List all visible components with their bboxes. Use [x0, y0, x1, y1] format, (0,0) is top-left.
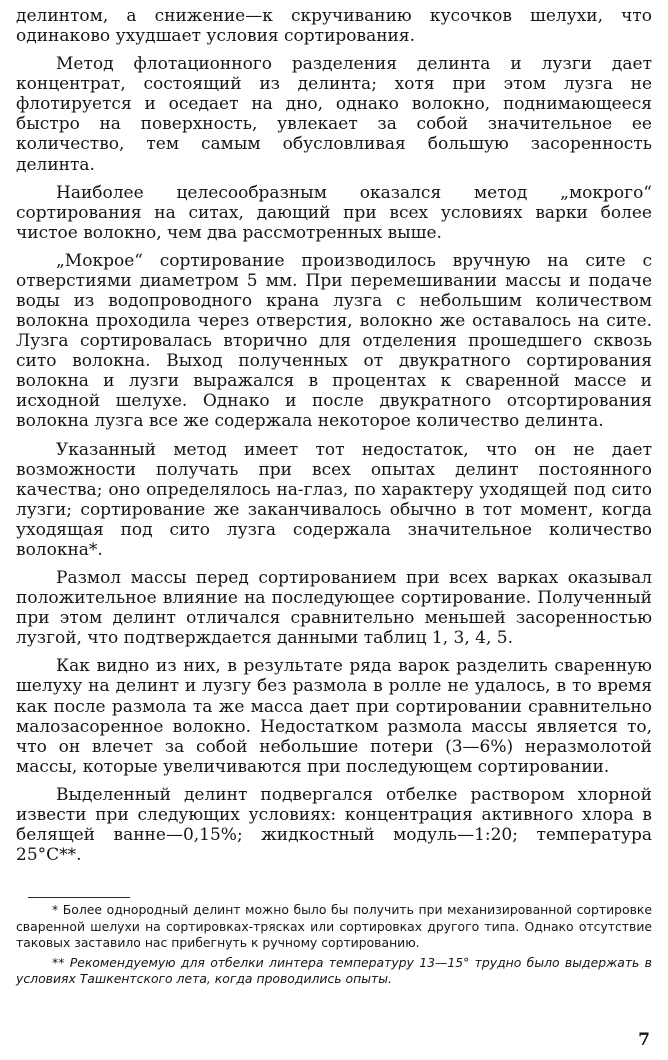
- body-text: [16, 6, 652, 873]
- paragraph-5: Указанный метод имеет тот недостаток, что он не дает возможности получать при всех опытах делинт постоянного качества; оно определялось на-глаз, по характеру уходящей под сито лузги; сортирование же заканчивалось обычно в тот момент, когда уходящая под сито лузга содержала значительное количество волокна*.: [16, 439, 652, 560]
- footnote-divider: [28, 897, 130, 898]
- paragraph-6: Размол массы перед сортированием при всех варках оказывал положительное влияние на последующее сортирование. Полученный при этом делинт отличался сравнительно меньшей засоренностью лузгой, что подтверждается данными таблиц 1, 3, 4, 5.: [16, 568, 652, 649]
- paragraph-2: Метод флотационного разделения делинта и лузги дает концентрат, состоящий из делинта; хотя при этом лузга не флотируется и оседает на дно, однако волокно, поднимающееся быстро на поверхность, увлекает за собой значительное ее количество, тем самым обусловливая большую засоренность делинта.: [16, 54, 652, 175]
- page-number: 7: [638, 1030, 650, 1050]
- paragraph-8: Выделенный делинт подвергался отбелке раствором хлорной извести при следующих условиях: концентрация активного хлора в белящей ванне—0,15%; жидкостный модуль—1:20; температура 25°С**.: [16, 784, 652, 866]
- paragraph-1: делинтом, а снижение—к скручиванию кусочков шелухи, что одинаково ухудшает условия сортирования.: [16, 6, 652, 47]
- paragraph-3: Наиболее целесообразным оказался метод „мокрого“ сортирования на ситах, дающий при всех условиях варки более чистое волокно, чем два рассмотренных выше.: [16, 182, 652, 243]
- paragraph-7: Как видно из них, в результате ряда варок разделить сваренную шелуху на делинт и лузгу без размола в ролле не удалось, в то время как после размола та же масса дает при сортировании сравнительно малозасоренное волокно. Недостатком размола массы является то, что он влечет за собой небольшие потери (3—6%) неразмолотой массы, которые увеличиваются при последующем сортировании.: [16, 656, 652, 777]
- footnote-2: ** Рекомендуемую для отбелки линтера температуру 13—15° трудно было выдержать в условиях Ташкентского лета, когда проводились опыты.: [16, 954, 652, 987]
- footnote-1: * Более однородный делинт можно было бы получить при механизированной сортировке сваренной шелухи на сортировках-трясках или сортировках другого типа. Однако отсутствие таковых заставило нас прибегнуть к ручному сортированию.: [16, 902, 652, 951]
- paragraph-4: „Мокрое“ сортирование производилось вручную на сите с отверстиями диаметром 5 мм. При перемешивании массы и подаче воды из водопроводного крана лузга с небольшим количеством волокна проходила через отверстия, волокно же оставалось на сите. Лузга сортировалась вторично для отделения прошедшего сквозь сито волокна. Выход полученных от двукратного сортирования волокна и лузги выражался в процентах к сваренной массе и исходной шелухе. Однако и после двукратного отсортирования волокна лузга все же содержала некоторое количество делинта.: [16, 250, 652, 432]
- footnotes: [16, 902, 652, 991]
